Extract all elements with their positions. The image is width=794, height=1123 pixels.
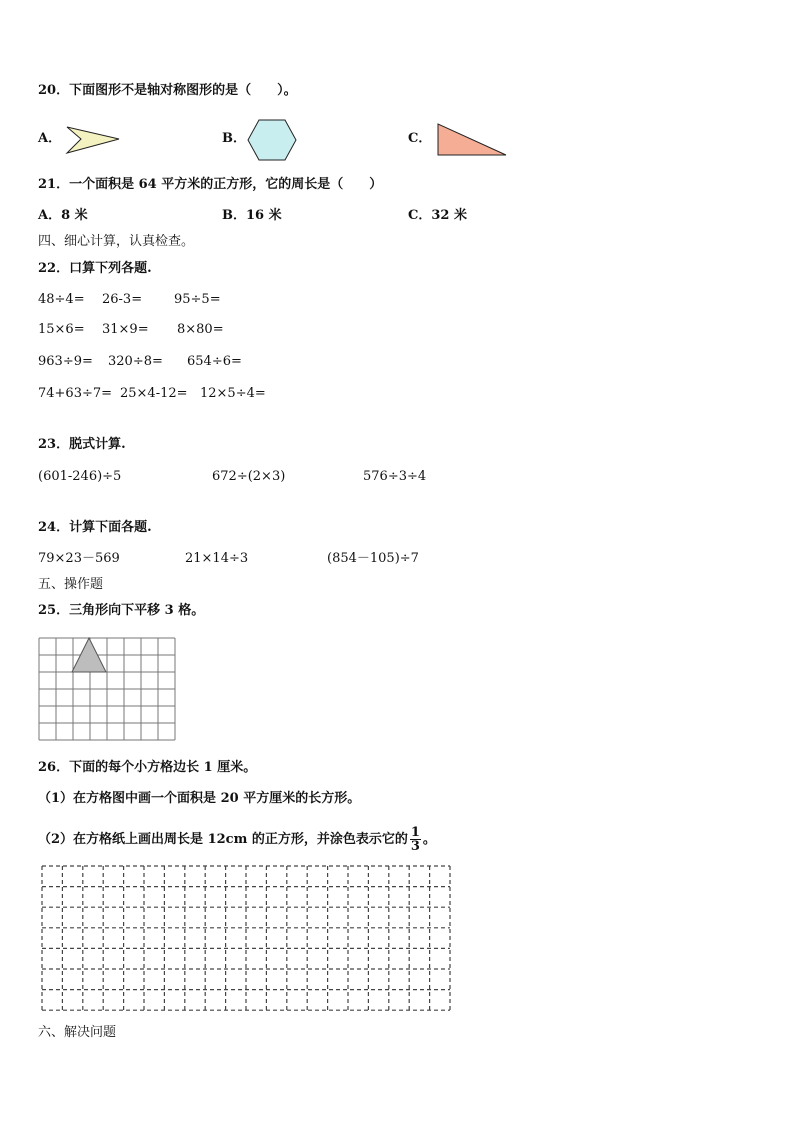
q22-item: 654÷6= xyxy=(187,354,242,369)
q23-item: 672÷(2×3) xyxy=(212,469,286,484)
q22-text: 22．口算下列各题. xyxy=(38,261,152,276)
q24-text: 24．计算下面各题. xyxy=(38,520,152,535)
q20-option-b-label: B． xyxy=(222,131,246,146)
q24-item: 21×14÷3 xyxy=(185,551,249,566)
q24-item: 79×23－569 xyxy=(38,551,120,566)
q23-item: (601-246)÷5 xyxy=(38,469,122,484)
q22-item: 320÷8= xyxy=(108,354,163,369)
q26-dashed-grid xyxy=(40,864,454,1012)
q22-item: 26-3= xyxy=(102,292,143,307)
q21-option-b: B．16 米 xyxy=(222,208,282,223)
q26-sub2-end: 。 xyxy=(422,832,436,847)
q26-sub1: （1）在方格图中画一个面积是 20 平方厘米的长方形。 xyxy=(38,791,361,806)
q22-item: 48÷4= xyxy=(38,292,85,307)
q22-item: 12×5÷4= xyxy=(200,386,266,401)
fraction-denominator: 3 xyxy=(410,839,420,854)
q25-grid xyxy=(38,637,176,743)
q25-text: 25．三角形向下平移 3 格。 xyxy=(38,603,205,618)
q22-item: 31×9= xyxy=(102,322,149,337)
section-6-heading: 六、解决问题 xyxy=(38,1025,117,1040)
q22-item: 963÷9= xyxy=(38,354,93,369)
section-5-heading: 五、操作题 xyxy=(38,577,104,592)
q23-item: 576÷3÷4 xyxy=(363,469,427,484)
q22-item: 15×6= xyxy=(38,322,85,337)
q26-sub2-text: （2）在方格纸上画出周长是 12cm 的正方形，并涂色表示它的 xyxy=(38,832,408,847)
fraction-one-third xyxy=(410,826,421,853)
q22-item: 95÷5= xyxy=(174,292,221,307)
q21-option-c: C．32 米 xyxy=(408,208,467,223)
q26-text: 26．下面的每个小方格边长 1 厘米。 xyxy=(38,760,257,775)
q20-text: 20．下面图形不是轴对称图形的是（ ）。 xyxy=(38,83,297,98)
q24-item: (854－105)÷7 xyxy=(327,551,419,566)
q26-sub2 xyxy=(38,826,436,853)
section-4-heading: 四、细心计算，认真检查。 xyxy=(38,234,195,249)
q20-option-a-label: A． xyxy=(38,131,62,146)
q21-text: 21．一个面积是 64 平方米的正方形，它的周长是（ ） xyxy=(38,177,383,192)
q22-item: 8×80= xyxy=(177,322,224,337)
q22-item: 25×4-12= xyxy=(120,386,188,401)
q23-text: 23．脱式计算. xyxy=(38,437,126,452)
q20-option-c-label: C． xyxy=(408,131,432,146)
q20-hexagon-shape xyxy=(246,118,298,162)
q21-option-a: A．8 米 xyxy=(38,208,88,223)
fraction-numerator: 1 xyxy=(410,825,420,840)
q22-item: 74+63÷7= xyxy=(38,386,113,401)
q20-arrow-shape xyxy=(64,124,122,156)
q20-triangle-shape xyxy=(434,122,510,158)
